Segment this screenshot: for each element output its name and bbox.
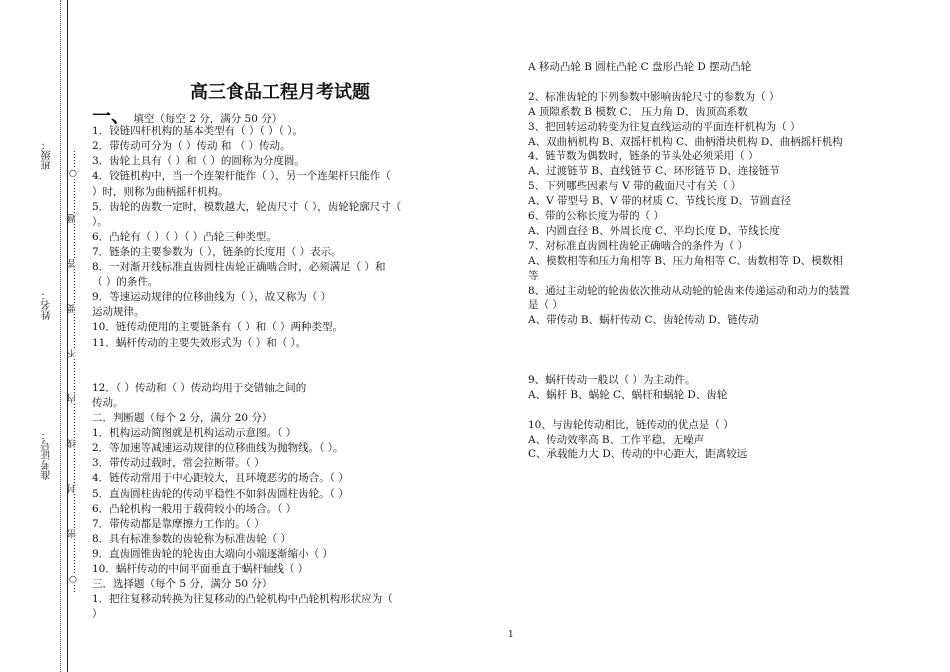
left-line — [92, 125, 303, 138]
left-line — [92, 518, 265, 531]
right-line — [528, 299, 563, 312]
line-text: 10．链传动使用的主要链条有（ ）和（ ）两种类型。 — [92, 321, 344, 334]
line-text: 三．选择题（每个 5 分，满分 50 分） — [92, 578, 273, 591]
line-text: 8、通过主动轮的轮齿依次推动从动轮的轮齿来传递运动和动力的装置 — [528, 284, 850, 297]
line-text: ） — [92, 608, 103, 621]
line-text: 6．凸轮机构一般用于载荷较小的场合。（ ） — [92, 502, 297, 515]
left-line — [92, 578, 272, 591]
section-number: 一、 — [92, 105, 131, 127]
line-text: 7．链条的主要参数为（ ），链条的长度用（ ）表示。 — [92, 245, 342, 258]
right-line — [528, 285, 850, 298]
binding-dotted-line — [60, 0, 62, 672]
line-text: A、内圆直径 B、外周长度 C、平均长度 D、节线长度 — [528, 224, 780, 237]
line-text: 1．铰链四杆机构的基本类型有（ ）（ ）（ ）。 — [92, 125, 303, 138]
line-text: 7、对标准直齿圆柱齿轮正确啮合的条件为（ ） — [528, 239, 749, 252]
line-text: A、模数相等和压力角相等 B、压力角相等 C、齿数相等 D、模数相 — [528, 254, 843, 267]
line-text: 是（ ） — [528, 299, 563, 312]
right-line — [528, 165, 780, 178]
line-text: 填空（每空 2 分，满分 50 分） — [130, 113, 283, 125]
line-text: 5．齿轮的齿数一定时，模数越大，轮齿尺寸（ ），齿轮轮廓尺寸（ — [92, 200, 402, 213]
right-line — [528, 91, 780, 104]
line-text: A、过渡链节 B、直线链节 C、环形链节 D、连接链节 — [528, 165, 780, 178]
line-text: A 顶隙系数 B 模数 C、 压力角 D、齿顶高系数 — [528, 105, 748, 118]
left-line — [92, 306, 145, 319]
right-line — [528, 240, 748, 253]
left-line — [92, 246, 342, 259]
line-text: 8．具有标准参数的齿轮称为标准齿轮（ ） — [92, 532, 292, 545]
left-line — [92, 457, 265, 470]
line-text: A 移动凸轮 B 圆柱凸轮 C 盘形凸轮 D 摆动凸轮 — [528, 61, 752, 73]
left-line — [92, 593, 393, 606]
line-text: A、带传动 B、蜗杆传动 C、齿轮传动 D、链传动 — [528, 314, 759, 327]
line-text: 等 — [528, 269, 539, 282]
left-line — [92, 105, 283, 127]
line-text: 7．带传动都是靠摩擦力工作的。（ ） — [92, 517, 265, 530]
right-line — [528, 225, 780, 238]
left-line — [92, 291, 331, 304]
left-line — [92, 337, 306, 350]
line-text: 2、标准齿轮的下列参数中影响齿轮尺寸的参数为（ ） — [528, 90, 780, 103]
line-text: 6．凸轮有（ ）（ ）（ ）凸轮三种类型。 — [92, 230, 277, 243]
left-line — [92, 442, 344, 455]
left-line — [92, 140, 291, 153]
right-line — [528, 150, 759, 163]
line-text: 10、与齿轮传动相比，链传动的优点是（ ） — [528, 418, 734, 431]
left-line — [92, 427, 296, 440]
line-text: A、V 带型号 B、V 带的材质 C、节线长度 D、节圆直径 — [528, 195, 792, 208]
right-line — [528, 255, 843, 268]
line-text: 4．链传动常用于中心距较大，且环境恶劣的场合。（ ） — [92, 472, 349, 485]
line-text: 6、带的公称长度为带的（ ） — [528, 210, 665, 222]
line-text: 4、链节数为偶数时，链条的节头处必须采用（ ） — [528, 150, 759, 163]
line-text: A、传动效率高 B、工作平稳，无噪声 — [528, 433, 705, 446]
left-line — [92, 155, 305, 168]
line-text: 2．等加速等减速运动规律的位移曲线为抛物线。（ ）。 — [92, 442, 344, 455]
line-text: 3．带传动过载时，常会拉断带。（ ） — [92, 457, 265, 470]
left-line — [92, 321, 343, 334]
line-text: 9、蜗杆传动一般以（ ）为主动件。 — [528, 373, 696, 386]
line-text: 5．直齿圆柱齿轮的传动平稳性不如斜齿圆柱齿轮。（ ） — [92, 487, 349, 500]
line-text: 10．蜗杆传动的中间平面垂直于蜗杆轴线（ ） — [92, 563, 309, 575]
line-text: 9．直齿圆锥齿轮的轮齿由大端向小端逐渐缩小（ ） — [92, 547, 334, 560]
page-title: 高三食品工程月考试题 — [190, 82, 370, 103]
seal-line-text: …○…………密…………封…………线…………内…………不…………要…………答…………题…………○…… — [68, 150, 78, 593]
right-line — [528, 106, 748, 119]
right-line — [528, 314, 759, 327]
left-line — [92, 382, 306, 395]
right-line — [528, 434, 704, 447]
left-line — [92, 397, 124, 410]
right-line — [528, 136, 843, 149]
line-text: 4．铰链机构中，当一个连架杆能作（ ），另一个连架杆只能作（ — [92, 170, 391, 183]
left-line — [92, 548, 333, 561]
line-text: ）时，则称为曲柄摇杆机构。 — [92, 185, 229, 198]
line-text: 传动。 — [92, 396, 124, 409]
left-line — [92, 608, 103, 621]
right-line — [528, 180, 741, 193]
line-text: C、承载能力大 D、传动的中心距大，距离较远 — [528, 448, 748, 461]
left-line — [92, 170, 391, 183]
left-line — [92, 186, 229, 199]
line-text: ）。 — [92, 215, 108, 228]
right-line — [528, 61, 751, 74]
left-line — [92, 563, 308, 576]
line-text: 5、下列哪些因素与 V 带的截面尺寸有关（ ） — [528, 180, 742, 193]
class-label: 班级： — [42, 140, 53, 170]
left-line — [92, 231, 277, 244]
line-text: （ ）的条件。 — [92, 276, 159, 289]
right-line — [528, 210, 664, 223]
right-line — [528, 448, 747, 461]
left-line — [92, 201, 401, 214]
left-line — [92, 261, 386, 274]
line-text: 二．判断题（每个 2 分，满分 20 分） — [92, 412, 273, 424]
right-line — [528, 121, 801, 134]
line-text: 3．齿轮上具有（ ）和（ ）的圆称为分度圆。 — [92, 155, 305, 168]
line-text: 2．带传动可分为（ ）传动 和 （ ）传动。 — [92, 140, 291, 153]
left-line — [92, 488, 349, 501]
line-text: 运动规律。 — [92, 306, 145, 319]
line-text: 12．（ ）传动和（ ）传动均用于交错轴之间的 — [92, 381, 307, 394]
right-line — [528, 270, 539, 283]
left-line — [92, 276, 158, 289]
name-label: 姓名： — [42, 290, 53, 320]
line-text: 8．一对渐开线标准直齿圆柱齿轮正确啮合时，必须满足（ ）和 — [92, 261, 386, 273]
line-text: 11．蜗杆传动的主要失效形式为（ ）和（ ）。 — [92, 336, 307, 349]
line-text: 1．把往复移动转换为往复移动的凸轮机构中凸轮机构形状应为（ — [92, 593, 393, 606]
left-line — [92, 472, 349, 485]
page-number: 1 — [508, 630, 514, 640]
exam-id-label: 准考证号： — [42, 430, 53, 480]
right-line — [528, 419, 734, 432]
left-line — [92, 533, 291, 546]
line-text: 9．等速运动规律的位移曲线为（ ），故又称为（ ） — [92, 291, 332, 304]
left-line — [92, 503, 296, 516]
line-text: 1．机构运动简图就是机构运动示意图。（ ） — [92, 427, 297, 440]
line-text: A、蜗杆 B、蜗轮 C、蜗杆和蜗轮 D、齿轮 — [528, 388, 728, 401]
right-line — [528, 389, 727, 402]
line-text: 3、把回转运动转变为往复直线运动的平面连杆机构为（ ） — [528, 120, 801, 133]
left-line — [92, 412, 272, 425]
line-text: A、双曲柄机构 B、双摇杆机构 C、曲柄滑块机构 D、曲柄摇杆机构 — [528, 135, 843, 148]
right-line — [528, 195, 791, 208]
right-line — [528, 374, 696, 387]
left-line — [92, 216, 108, 229]
